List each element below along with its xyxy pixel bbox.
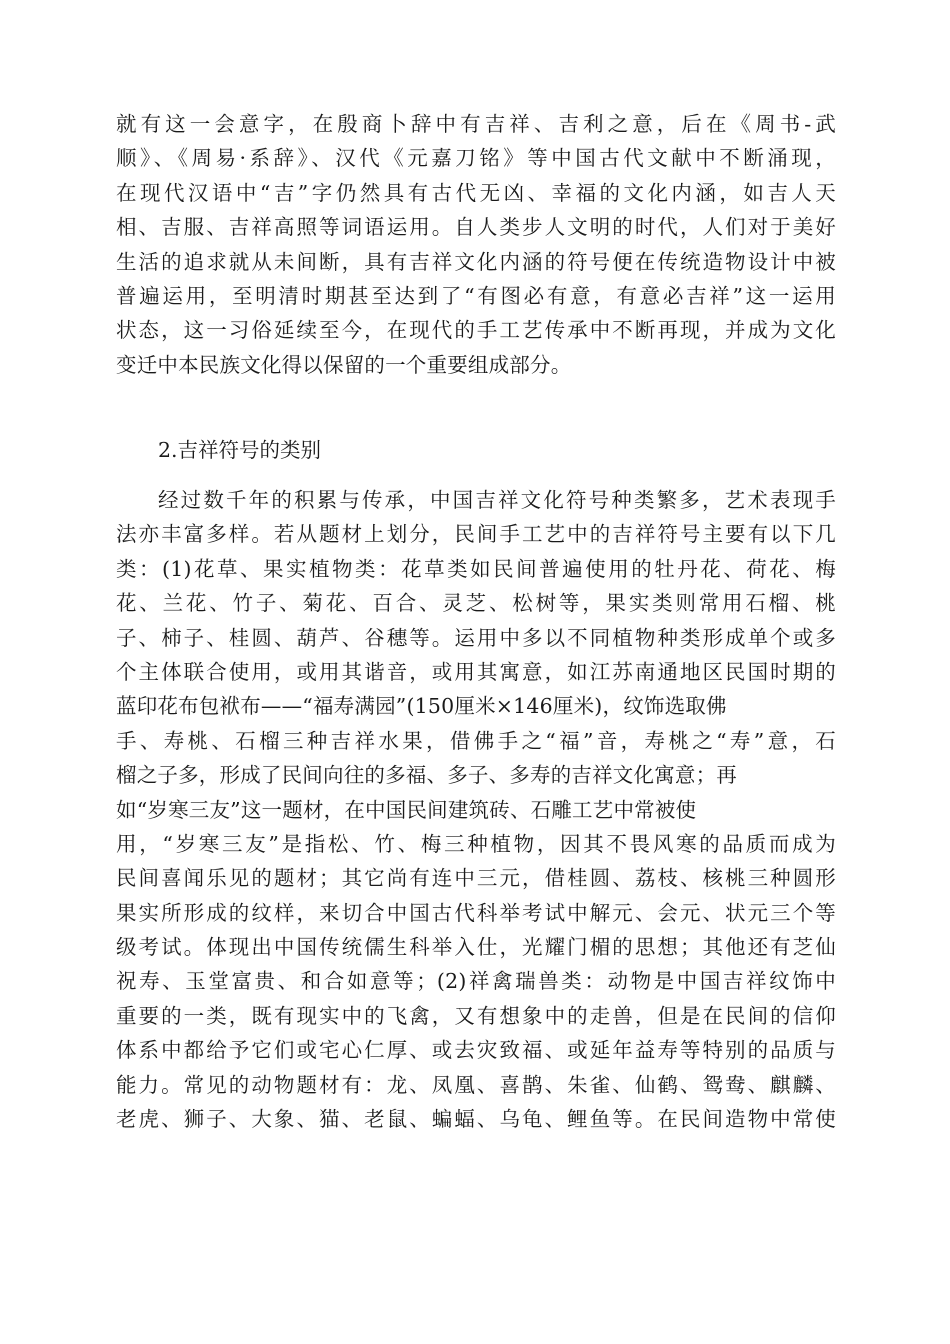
text-line: 状态，这一习俗延续至今，在现代的手工艺传承中不断再现，并成为文化 <box>116 318 836 343</box>
section-heading: 2.吉祥符号的类别 <box>158 438 322 462</box>
text-line: 类：(1)花草、果实植物类：花草类如民间普遍使用的牡丹花、荷花、梅 <box>116 556 836 581</box>
text-line: 法亦丰富多样。若从题材上划分，民间手工艺中的吉祥符号主要有以下几 <box>116 522 836 547</box>
text-line: 用，“岁寒三友”是指松、竹、梅三种植物，因其不畏风寒的品质而成为 <box>116 831 836 856</box>
paragraph-continued <box>116 107 836 382</box>
text-line: 老虎、狮子、大象、猫、老鼠、蝙蝠、乌龟、鲤鱼等。在民间造物中常使 <box>116 1107 836 1132</box>
text-line: 重要的一类，既有现实中的飞禽，又有想象中的走兽，但是在民间的信仰 <box>116 1003 836 1028</box>
text-line: 体系中都给予它们或宅心仁厚、或去灾致福、或延年益寿等特别的品质与 <box>116 1038 836 1063</box>
text-line: 变迁中本民族文化得以保留的一个重要组成部分。 <box>116 352 572 377</box>
text-line: 蓝印花布包袱布——“福寿满园”(150厘米×146厘米)，纹饰选取佛 <box>116 694 727 719</box>
text-line: 如“岁寒三友”这一题材，在中国民间建筑砖、石雕工艺中常被使 <box>116 797 697 822</box>
text-line: 生活的追求就从未间断，具有吉祥文化内涵的符号便在传统造物设计中被 <box>116 249 836 274</box>
paragraph-categories <box>116 483 836 1136</box>
text-line: 手、寿桃、石榴三种吉祥水果，借佛手之“福”音，寿桃之“寿”意，石 <box>116 728 836 753</box>
text-line: 相、吉服、吉祥高照等词语运用。自人类步人文明的时代，人们对于美好 <box>116 215 836 240</box>
text-line: 花、兰花、竹子、菊花、百合、灵芝、松树等，果实类则常用石榴、桃 <box>116 591 836 616</box>
text-line: 普遍运用，至明清时期甚至达到了“有图必有意，有意必吉祥”这一运用 <box>116 283 836 308</box>
text-line: 就有这一会意字，在殷商卜辞中有吉祥、吉利之意，后在《周书-武 <box>116 112 836 136</box>
text-line: 顺》、《周易·系辞》、汉代《元嘉刀铭》等中国古代文献中不断涌现， <box>116 146 836 171</box>
text-line: 经过数千年的积累与传承，中国吉祥文化符号种类繁多，艺术表现手 <box>158 488 836 512</box>
text-line: 民间喜闻乐见的题材；其它尚有连中三元，借桂圆、荔枝、核桃三种圆形 <box>116 866 836 891</box>
text-line: 祝寿、玉堂富贵、和合如意等；(2)祥禽瑞兽类：动物是中国吉祥纹饰中 <box>116 969 836 994</box>
text-line: 能力。常见的动物题材有：龙、凤凰、喜鹊、朱雀、仙鹤、鸳鸯、麒麟、 <box>116 1072 836 1097</box>
text-line: 个主体联合使用，或用其谐音，或用其寓意，如江苏南通地区民国时期的 <box>116 659 836 684</box>
text-line: 果实所形成的纹样，来切合中国古代科举考试中解元、会元、状元三个等 <box>116 900 836 925</box>
text-line: 级考试。体现出中国传统儒生科举入仕，光耀门楣的思想；其他还有芝仙 <box>116 935 836 960</box>
text-line: 在现代汉语中“吉”字仍然具有古代无凶、幸福的文化内涵，如吉人天 <box>116 180 836 205</box>
text-line: 子、柿子、桂圆、葫芦、谷穗等。运用中多以不同植物种类形成单个或多 <box>116 625 836 650</box>
text-line: 榴之子多，形成了民间向往的多福、多子、多寿的吉祥文化寓意；再 <box>116 763 737 788</box>
